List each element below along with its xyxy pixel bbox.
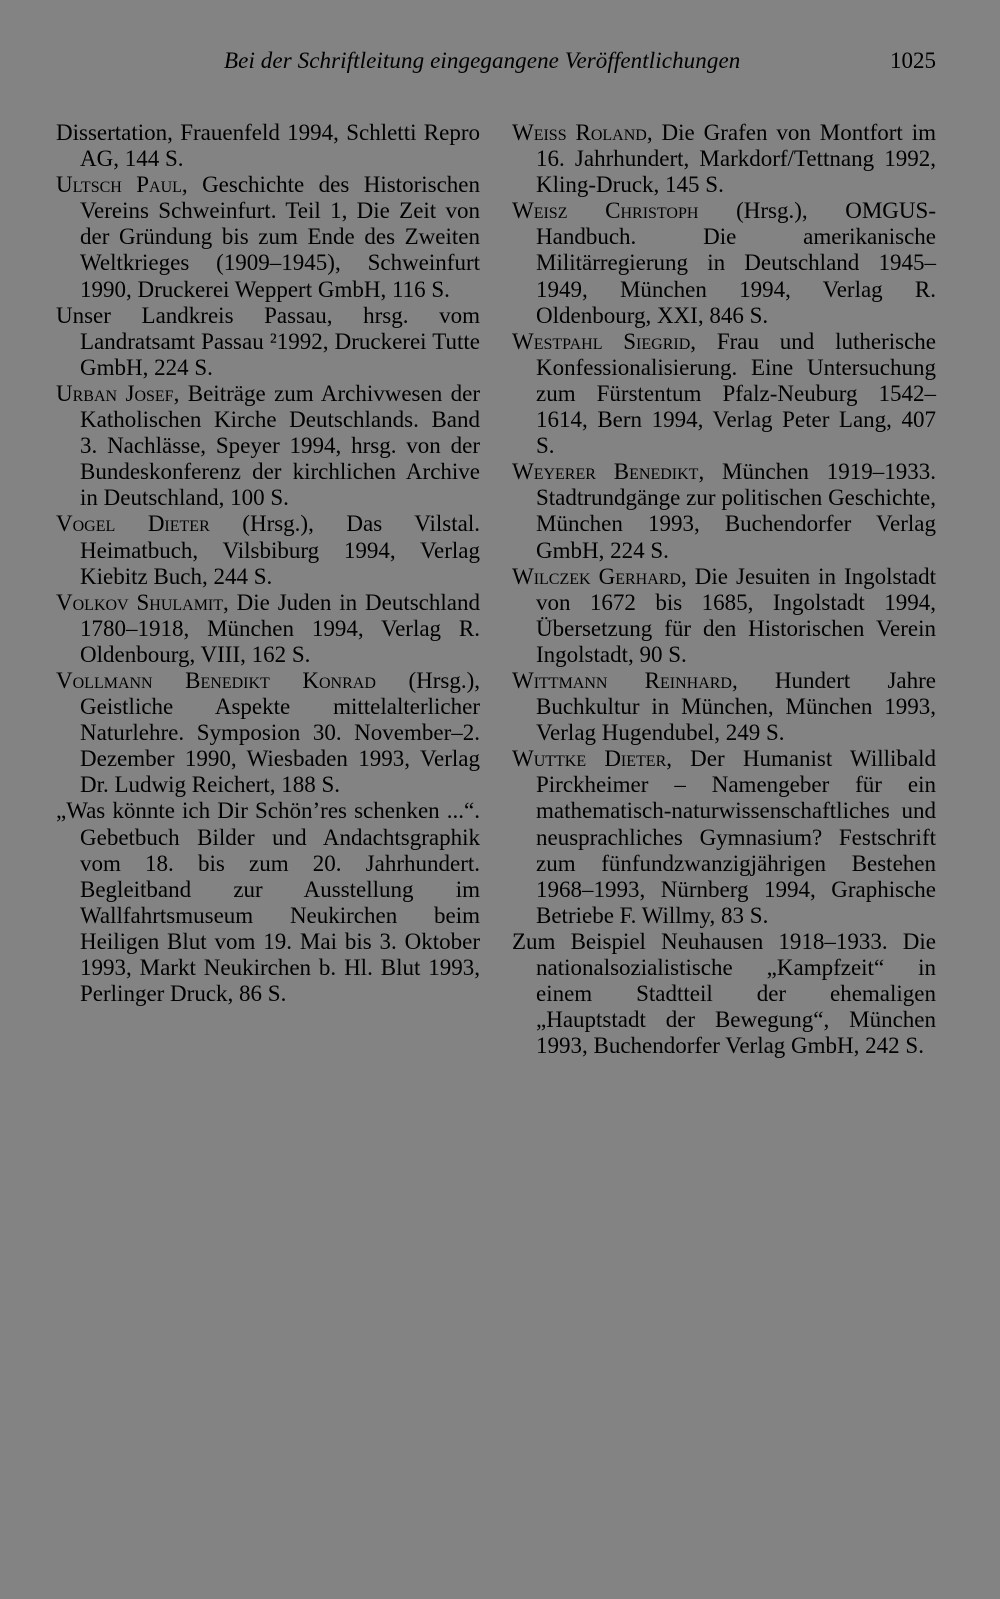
entry-author: Weiss Roland <box>512 120 647 145</box>
entry-text: , Die Jesuiten in Ingolstadt von 1672 bis 1685, Ingolstadt 1994, Übersetzung für den Historischen Verein Ingolstadt, 90 S. <box>536 563 936 667</box>
entry-author: Weisz Christoph <box>512 198 699 224</box>
bibliography-entry <box>56 798 480 1007</box>
entry-text: , Hundert Jahre Buchkultur in München, München 1993, Verlag Hugendubel, 249 S. <box>536 667 936 746</box>
entry-author: Ultsch Paul <box>56 172 182 198</box>
entry-text: Dissertation, Frauenfeld 1994, Schletti Repro AG, 144 S. <box>56 120 480 172</box>
entry-text: , Frau und lutherische Konfessionalisierung. Eine Untersuchung zum Fürstentum Pfalz-Neuburg 1542–1614, Bern 1994, Verlag Peter Lang, 407 S. <box>536 328 936 459</box>
entry-text: Unser Landkreis Passau, hrsg. vom Landratsamt Passau ²1992, Druckerei Tutte GmbH, 224 S. <box>56 302 480 380</box>
entry-text: (Hrsg.), Das Vilstal. Heimatbuch, Vilsbiburg 1994, Verlag Kiebitz Buch, 244 S. <box>80 511 480 589</box>
bibliography-entry <box>512 329 936 459</box>
entry-author: Weyerer Benedikt <box>512 459 699 485</box>
bibliography-entry <box>56 172 480 302</box>
entry-author: Wilczek Gerhard <box>512 563 681 589</box>
right-column <box>512 120 936 1059</box>
bibliography-entry <box>56 590 480 668</box>
bibliography-entry <box>512 459 936 563</box>
entry-text: , Geschichte des Historischen Vereins Schweinfurt. Teil 1, Die Zeit von der Gründung bis zum Ende des Zweiten Weltkrieges (1909–1945), Schweinfurt 1990, Druckerei Weppert GmbH, 116 S. <box>80 172 480 302</box>
bibliography-entry <box>512 198 936 328</box>
left-column <box>56 120 480 1007</box>
bibliography-entry <box>512 668 936 746</box>
entry-author: Urban Josef <box>56 380 174 406</box>
bibliography-entry <box>512 564 936 668</box>
bibliography-entry <box>512 929 936 1059</box>
entry-text: , Die Grafen von Montfort im 16. Jahrhundert, Markdorf/Tettnang 1992, Kling-Druck, 145 S. <box>536 120 936 198</box>
running-head <box>220 48 940 80</box>
entry-text: , Die Juden in Deutschland 1780–1918, München 1994, Verlag R. Oldenbourg, VIII, 162 S. <box>80 589 480 667</box>
bibliography-entry <box>56 668 480 798</box>
entry-text: , Beiträge zum Archivwesen der Katholischen Kirche Deutschlands. Band 3. Nachlässe, Speyer 1994, hrsg. von der Bundeskonferenz der kirchlichen Archive in Deutschland, 100 S. <box>80 380 481 511</box>
bibliography-entry <box>56 303 480 381</box>
entry-text: , München 1919–1933. Stadtrundgänge zur politischen Geschichte, München 1993, Buchendorfer Verlag GmbH, 224 S. <box>536 459 936 563</box>
bibliography-entry <box>56 511 480 589</box>
entry-author: Volkov Shulamit <box>56 589 224 615</box>
entry-text: (Hrsg.), Geistliche Aspekte mittelalterlicher Naturlehre. Symposion 30. November–2. Dezember 1990, Wiesbaden 1993, Verlag Dr. Ludwig Reichert, 188 S. <box>80 667 480 798</box>
entry-text: „Was könnte ich Dir Schön’res schenken ...“. Gebetbuch Bilder und Andachtsgraphik vom 18. bis zum 20. Jahrhundert. Begleitband zur Ausstellung im Wallfahrtsmuseum Neukirchen beim Heiligen Blut vom 19. Mai bis 3. Oktober 1993, Markt Neukirchen b. Hl. Blut 1993, Perlinger Druck, 86 S. <box>56 798 480 1007</box>
entry-text: Zum Beispiel Neuhausen 1918–1933. Die nationalsozialistische „Kampfzeit“ in einem Stadtteil der ehemaligen „Hauptstadt der Bewegung“, München 1993, Buchendorfer Verlag GmbH, 242 S. <box>512 928 936 1059</box>
entry-text: , Der Humanist Willibald Pirckheimer – Namengeber für ein mathematisch-naturwissenschaftliches und neusprachliches Gymnasium? Festschrift zum fünfundzwanzigjährigen Bestehen 1968–1993, Nürnberg 1994, Graphische Betriebe F. Willmy, 83 S. <box>536 746 936 928</box>
entry-author: Wuttke Dieter <box>512 746 667 772</box>
entry-author: Wittmann Reinhard <box>512 667 732 693</box>
bibliography-entry <box>56 120 480 172</box>
bibliography-entry <box>56 381 480 511</box>
entry-author: Vogel Dieter <box>56 511 210 537</box>
entry-author: Vollmann Benedikt Konrad <box>56 667 376 693</box>
entry-text: (Hrsg.), OMGUS-Handbuch. Die amerikanische Militärregierung in Deutschland 1945–1949, München 1994, Verlag R. Oldenbourg, XXI, 846 S. <box>536 198 936 328</box>
bibliography-entry <box>512 120 936 198</box>
running-title: Bei der Schriftleitung eingegangene Veröffentlichungen <box>224 48 741 73</box>
page-number: 1025 <box>890 48 936 73</box>
bibliography-entry <box>512 746 936 929</box>
entry-author: Westpahl Siegrid <box>512 328 691 354</box>
